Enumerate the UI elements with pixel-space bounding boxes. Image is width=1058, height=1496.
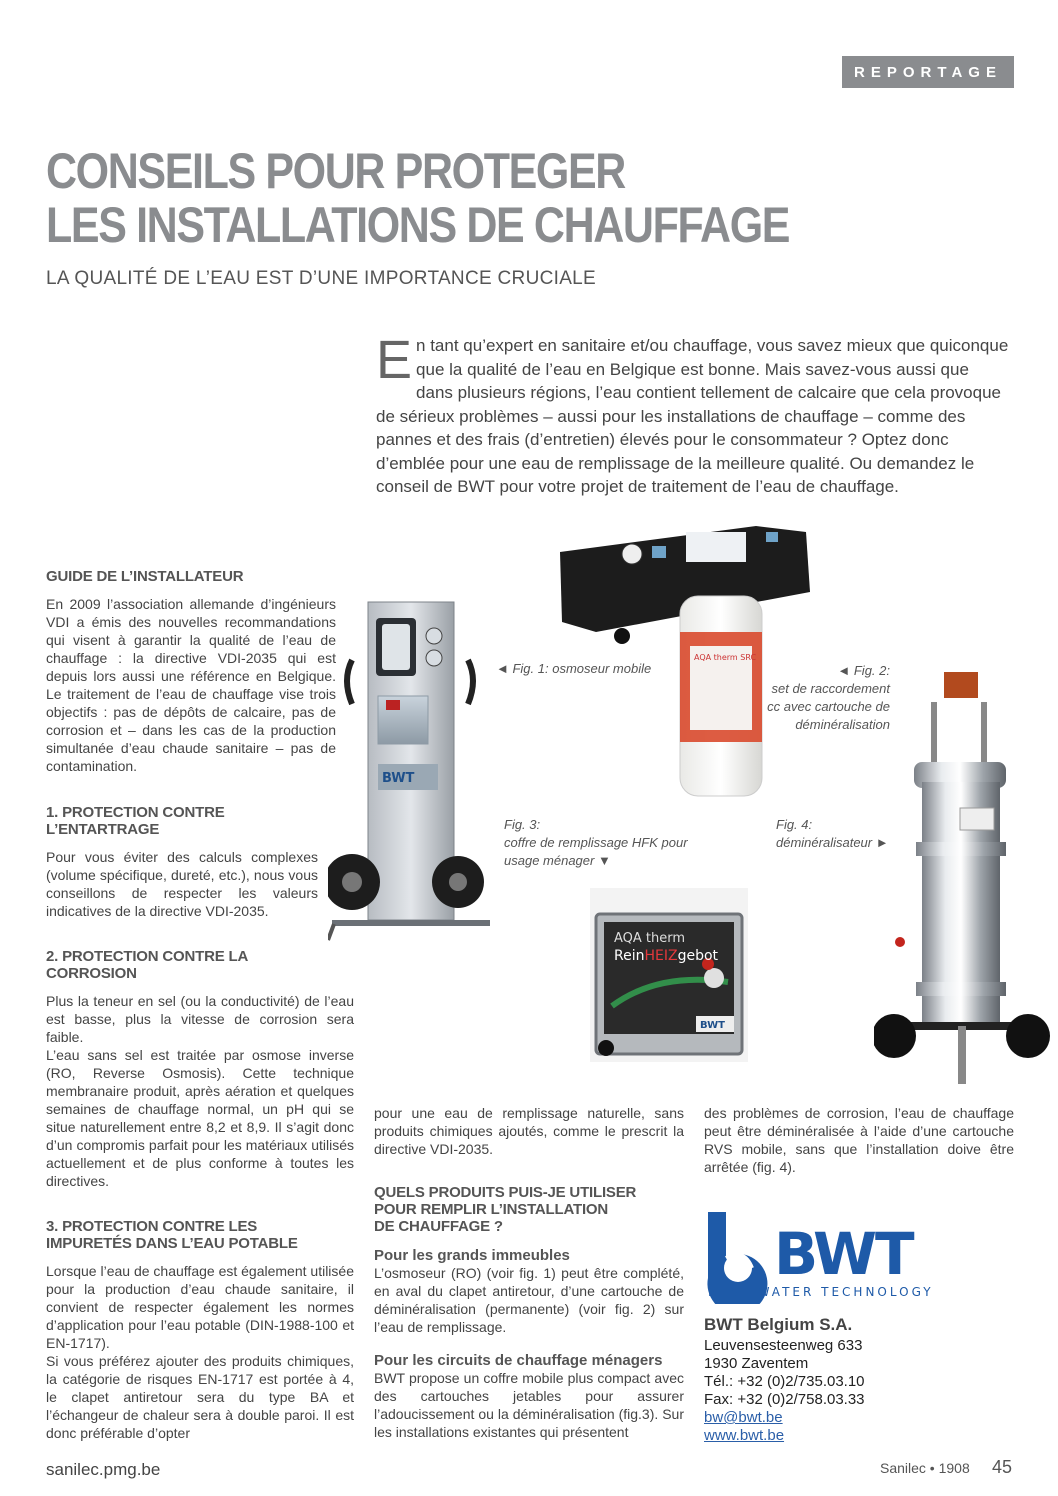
fig3-case-image	[588, 886, 750, 1064]
contact-tel: Tél.: +32 (0)2/735.03.10	[704, 1373, 865, 1390]
contact-city: 1930 Zaventem	[704, 1355, 809, 1372]
sub1-heading: Pour les grands immeubles	[374, 1247, 570, 1264]
bwt-logo-text: BWT	[774, 1220, 913, 1288]
fig2-cartridge-label: AQA therm SRC	[694, 653, 757, 662]
bwt-logo	[704, 1208, 948, 1304]
q-heading-a: QUELS PRODUITS PUIS-JE UTILISER	[374, 1184, 637, 1201]
s3-text-1: Lorsque l’eau de chauffage est également utilisée pour la production d’eau chaude sanitaire, il convient de respecter également les normes d’application pour l’eau potable (DIN-1988-100 et EN-1717).	[46, 1263, 354, 1351]
footer-site: sanilec.pmg.be	[46, 1460, 161, 1479]
fig3-caption	[504, 816, 704, 870]
fig3-case-line2a: Rein	[614, 948, 645, 964]
fig3-case-line2c: gebot	[677, 948, 719, 964]
fig2-caption-c: cc avec cartouche de	[767, 699, 890, 714]
fig3-caption-c: usage ménager ▼	[504, 853, 611, 868]
page-number: 45	[992, 1457, 1013, 1477]
fig3-caption-b: coffre de remplissage HFK pour	[504, 835, 688, 850]
s3-heading-b: IMPURETÉS DANS L’EAU POTABLE	[46, 1235, 298, 1252]
fig3-caption-a: Fig. 3:	[504, 817, 541, 832]
guide-text: En 2009 l’association allemande d’ingénieurs VDI a émis des nouvelles recommandations qui visent à garantir la qualité de l’eau de chauffage : la directive VDI-2035 qui est depuis lors aussi une référence en Belgique. Le traitement de l’eau de chauffage vise trois objectifs : pas de dépôts de calcaire, pas de corrosion et – dans les cas de la production simultanée d’eau chaude sanitaire – pas de contamination.	[46, 596, 336, 774]
section-3	[46, 1218, 354, 1442]
fig3-case-line2b: HEIZ	[644, 948, 678, 964]
sub1-text: L’osmoseur (RO) (voir fig. 1) peut être complété, en aval du clapet antiretour, d’une cartouche de déminéralisation (permanente) (voir fig. 2) sur l’eau de remplissage.	[374, 1265, 684, 1335]
s2-heading-b: CORROSION	[46, 965, 137, 982]
s2-text-1: Plus la teneur en sel (ou la conductivité) de l’eau est basse, plus la vitesse de corrosion sera faible.	[46, 993, 354, 1045]
guide-heading: GUIDE DE L’INSTALLATEUR	[46, 568, 244, 585]
title-line-1: CONSEILS POUR PROTEGER	[46, 143, 625, 199]
s2-heading-a: 2. PROTECTION CONTRE LA	[46, 948, 249, 965]
q-heading-c: DE CHAUFFAGE ?	[374, 1218, 503, 1235]
contact-email-link[interactable]: bw@bwt.be	[704, 1409, 783, 1426]
sub2-text: BWT propose un coffre mobile plus compact avec des cartouches jetables pour assurer l’adoucissement ou la déminéralisation (fig.3). Sur les installations existantes qui présentent	[374, 1370, 684, 1440]
intro-paragraph	[376, 330, 1010, 499]
contact-fax: Fax: +32 (0)2/758.03.33	[704, 1391, 865, 1408]
s2-text-2: L’eau sans sel est traitée par osmose inverse (RO, Reverse Osmosis). Cette technique membranaire produit, après aération et quelques semaines de chauffage normal, un pH qui se situe naturellement entre 8,2 et 8,9. Il s’agit donc d’un compromis parfait pour les matériaux utilisés actuellement et de plus conforme à toutes les directives.	[46, 1047, 354, 1189]
fig1-brand-text: BWT	[382, 771, 415, 786]
s3-heading-a: 3. PROTECTION CONTRE LES	[46, 1218, 258, 1235]
s3-text-2: Si vous préférez ajouter des produits chimiques, la catégorie de risques EN-1717 est portée à 4, le clapet antiretour sera du type BA et l’échangeur de chaleur sera à double paroi. Il est donc préférable d’opter	[46, 1353, 354, 1441]
fig2-caption	[740, 662, 890, 734]
fig1-caption: ◄ Fig. 1: osmoseur mobile	[496, 661, 652, 676]
footer-issue: Sanilec • 1908	[880, 1460, 970, 1476]
section-badge: REPORTAGE	[842, 56, 1014, 88]
fig2-caption-d: déminéralisation	[795, 717, 890, 732]
company-name: BWT Belgium S.A.	[704, 1315, 853, 1334]
fig3-case-brand: BWT	[700, 1020, 725, 1031]
s1-heading-b: L’ENTARTRAGE	[46, 821, 160, 838]
fig2-caption-b: set de raccordement	[771, 681, 890, 696]
fig2-caption-a: ◄ Fig. 2:	[837, 663, 890, 678]
contact-street: Leuvensesteenweg 633	[704, 1337, 863, 1354]
left-column-top	[46, 568, 336, 775]
fig4-caption-a: Fig. 4:	[776, 817, 813, 832]
sub2-heading: Pour les circuits de chauffage ménagers	[374, 1352, 663, 1369]
right-column-text: des problèmes de corrosion, l’eau de chauffage peut être déminéralisée à l’aide d’une cartouche RVS mobile, sans que l’installation doive être arrêtée (fig. 4).	[704, 1105, 1014, 1175]
section-1	[46, 804, 318, 920]
article-title	[46, 144, 820, 252]
title-line-2: LES INSTALLATIONS DE CHAUFFAGE	[46, 197, 790, 253]
fig4-caption-b: déminéralisateur ►	[776, 835, 889, 850]
fig3-case-line2	[614, 948, 719, 964]
bwt-tagline: BEST WATER TECHNOLOGY	[708, 1285, 934, 1299]
fig4-caption	[776, 816, 896, 852]
article-subtitle: LA QUALITÉ DE L’EAU EST D’UNE IMPORTANCE CRUCIALE	[46, 268, 597, 289]
s1-text: Pour vous éviter des calculs complexes (volume spécifique, dureté, etc.), nous vous conseillons de respecter les valeurs indicatives de la directive VDI-2035.	[46, 849, 318, 919]
contact-web-link[interactable]: www.bwt.be	[704, 1427, 785, 1444]
section-2	[46, 948, 354, 1190]
fig4-demineralizer-image	[874, 662, 1050, 1086]
middle-text-cont: pour une eau de remplissage naturelle, sans produits chimiques ajoutés, comme le prescrit la directive VDI-2035.	[374, 1105, 684, 1157]
s1-heading-a: 1. PROTECTION CONTRE	[46, 804, 225, 821]
contact-block	[704, 1316, 865, 1445]
intro-text: n tant qu’expert en sanitaire et/ou chauffage, vous savez mieux que quiconque que la qualité de l’eau en Belgique est bonne. Mais savez-vous aussi que dans plusieurs régions, l’eau contient tellement de calcaire que cela provoque de sérieux problèmes – aussi pour les installations de chauffage – comme des pannes et des frais (d’entretien) élevés pour le consommateur ? Optez donc d’emblée pour une eau de remplissage de la meilleure qualité. Ou demandez le conseil de BWT pour votre projet de traitement de l’eau de chauffage.	[376, 336, 1009, 496]
q-heading-b: POUR REMPLIR L’INSTALLATION	[374, 1201, 609, 1218]
fig3-case-line1: AQA therm	[614, 931, 686, 946]
middle-column	[374, 1104, 684, 1441]
drop-cap: E	[376, 330, 413, 390]
fig1-osmosis-unit-image	[328, 600, 492, 942]
